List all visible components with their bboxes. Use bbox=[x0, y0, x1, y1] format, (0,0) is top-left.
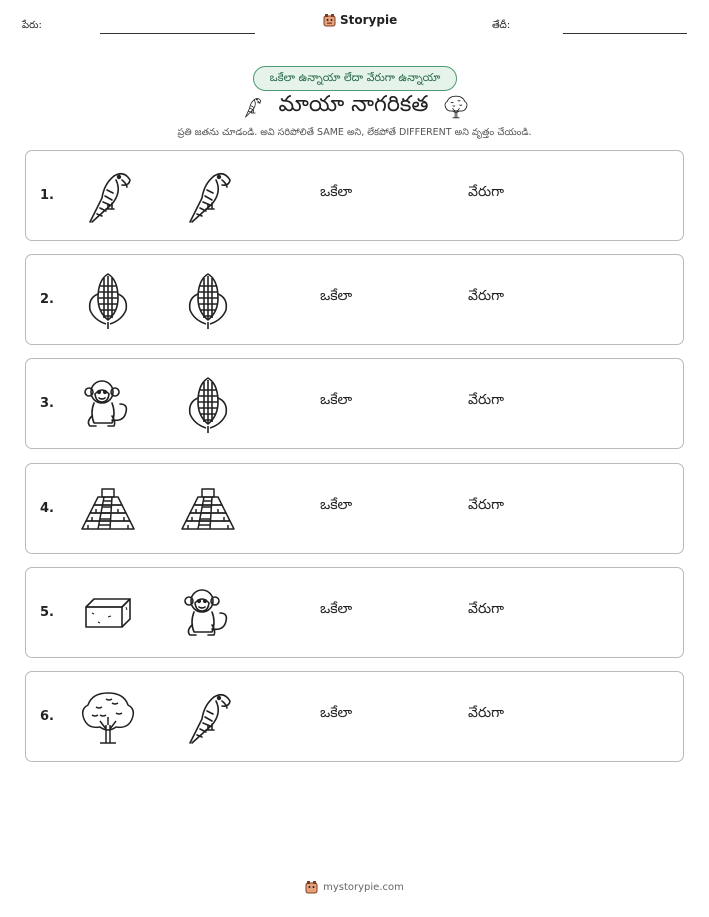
date-label: తేదీ: bbox=[492, 20, 511, 31]
monkey-icon bbox=[78, 376, 138, 434]
question-card bbox=[25, 671, 684, 762]
topic-badge bbox=[253, 66, 457, 91]
question-number: 1. bbox=[40, 188, 54, 203]
corn-icon bbox=[178, 376, 238, 434]
question-number: 6. bbox=[40, 709, 54, 724]
storypie-mascot-icon bbox=[323, 13, 336, 27]
same-option[interactable]: ఒకేలా bbox=[320, 184, 353, 200]
topic-badge-text: ఒకేలా ఉన్నాయా లేదా వేరుగా ఉన్నాయా bbox=[269, 70, 441, 84]
different-option[interactable]: వేరుగా bbox=[468, 184, 504, 200]
footer-site: mystorypie.com bbox=[323, 881, 404, 893]
tree-icon bbox=[78, 689, 138, 747]
question-number: 4. bbox=[40, 501, 54, 516]
same-option[interactable]: ఒకేలా bbox=[320, 497, 353, 513]
different-option[interactable]: వేరుగా bbox=[468, 392, 504, 408]
date-line[interactable] bbox=[563, 33, 687, 34]
same-option[interactable]: ఒకేలా bbox=[320, 392, 353, 408]
storypie-mascot-icon bbox=[305, 880, 318, 894]
parrot-icon bbox=[178, 689, 238, 747]
corn-icon bbox=[78, 272, 138, 330]
name-label: పేరు: bbox=[22, 20, 42, 31]
name-line[interactable] bbox=[100, 33, 255, 34]
question-card bbox=[25, 150, 684, 241]
different-option[interactable]: వేరుగా bbox=[468, 497, 504, 513]
same-option[interactable]: ఒకేలా bbox=[320, 705, 353, 721]
worksheet-title: మాయా నాగరికత bbox=[278, 92, 429, 117]
corn-icon bbox=[178, 272, 238, 330]
different-option[interactable]: వేరుగా bbox=[468, 288, 504, 304]
question-number: 5. bbox=[40, 605, 54, 620]
parrot-icon bbox=[178, 168, 238, 226]
different-option[interactable]: వేరుగా bbox=[468, 705, 504, 721]
brand-name: Storypie bbox=[340, 13, 398, 27]
monkey-icon bbox=[178, 585, 238, 643]
same-option[interactable]: ఒకేలా bbox=[320, 288, 353, 304]
pyramid-icon bbox=[178, 481, 238, 539]
footer bbox=[0, 880, 709, 894]
question-number: 2. bbox=[40, 292, 54, 307]
parrot-icon bbox=[78, 168, 138, 226]
question-number: 3. bbox=[40, 396, 54, 411]
tree-icon bbox=[443, 92, 469, 122]
question-card bbox=[25, 358, 684, 449]
pyramid-icon bbox=[78, 481, 138, 539]
different-option[interactable]: వేరుగా bbox=[468, 601, 504, 617]
title-block bbox=[0, 92, 709, 128]
same-option[interactable]: ఒకేలా bbox=[320, 601, 353, 617]
question-card bbox=[25, 463, 684, 554]
stone-block-icon bbox=[78, 585, 138, 643]
question-card bbox=[25, 567, 684, 658]
parrot-icon bbox=[240, 92, 264, 122]
question-card bbox=[25, 254, 684, 345]
instruction-text: ప్రతి జతను చూడండి. అవి సరిపోలితే SAME అని, లేకపోతే DIFFERENT అని వృత్తం చేయండి. bbox=[177, 127, 532, 138]
brand-logo bbox=[323, 13, 397, 27]
